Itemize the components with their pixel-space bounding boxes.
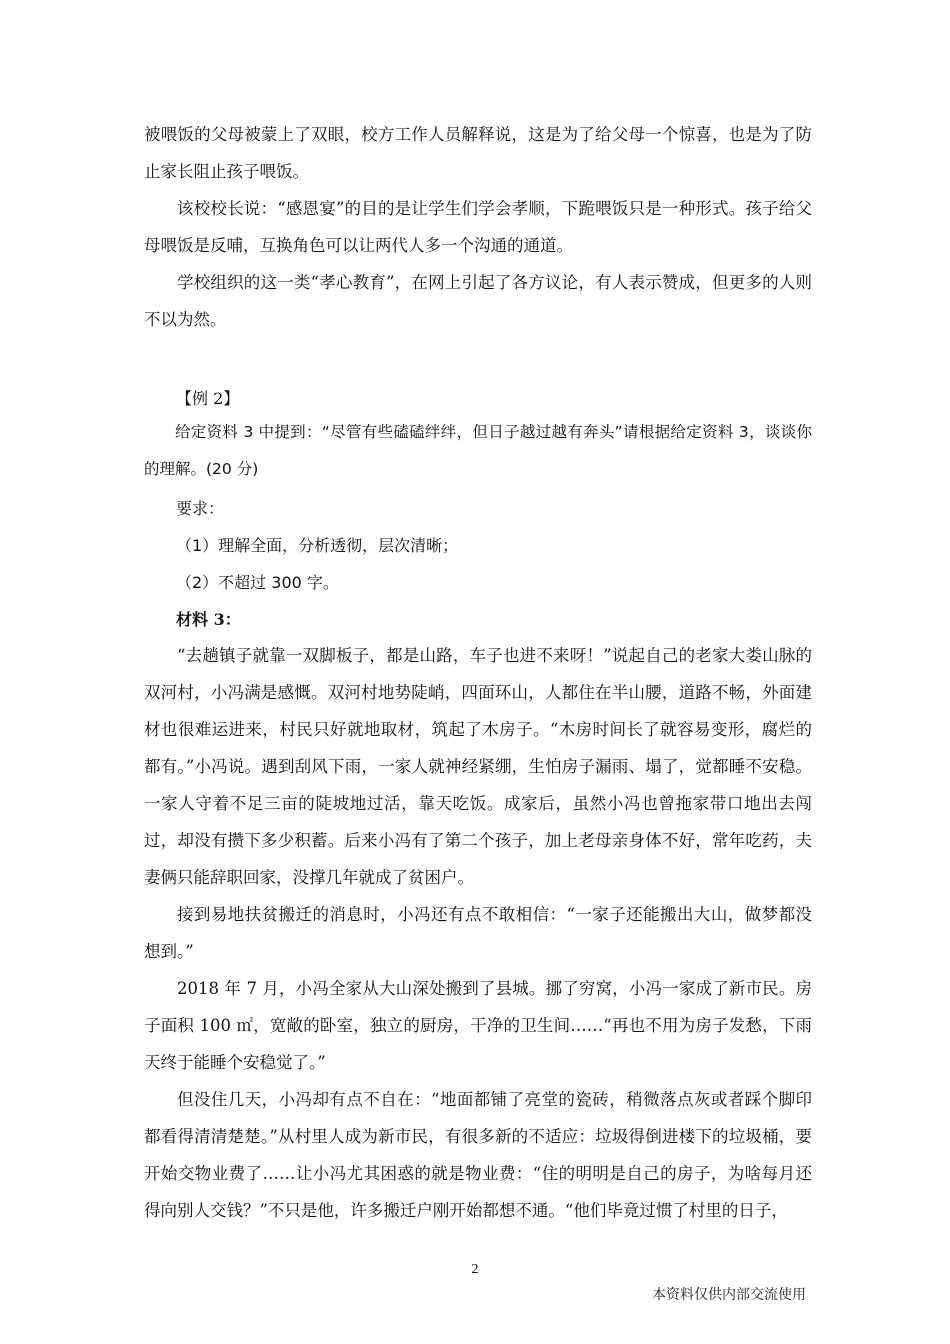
material-paragraph-adjustment: 但没住几天，小冯却有点不自在：“地面都铺了亮堂的瓷砖，稍微落点灰或者踩个脚印都看得清清楚楚。”从村里人成为新市民，有很多新的不适应：垃圾得倒进楼下的垃圾桶，要开始交物业费了……让小冯尤其困惑的就是物业费：“住的明明是自己的房子，为啥每月还得向别人交钱？”不只是他，许多搬迁户刚开始都想不通。“他们毕竟过惯了村里的日子， <box>144 1090 812 1220</box>
page-number: 2 <box>471 1262 479 1277</box>
requirement-2: （2）不超过 300 字。 <box>176 573 339 592</box>
material-label: 材料 3： <box>176 610 241 629</box>
paragraph-principal-quote: 该校校长说：“感恩宴”的目的是让学生们学会孝顺，下跪喂饭只是一种形式。孩子给父母喂饭是反哺，互换角色可以让两代人多一个沟通的通道。 <box>144 199 812 255</box>
material-paragraph-new-home: 2018 年 7 月，小冯全家从大山深处搬到了县城。挪了穷窝，小冯一家成了新市民。房子面积 100 ㎡，宽敞的卧室，独立的厨房，干净的卫生间……“再也不用为房子发愁，下雨天终于能睡个安稳觉了。” <box>144 979 812 1072</box>
material-paragraph-relocation-news: 接到易地扶贫搬迁的消息时，小冯还有点不敢相信：“一家子还能搬出大山，做梦都没想到。” <box>144 905 812 961</box>
footer-note: 本资料仅供内部交流使用 <box>652 1287 806 1303</box>
example-heading: 【例 2】 <box>176 389 240 408</box>
requirement-1: （1）理解全面，分析透彻，层次清晰； <box>176 536 459 555</box>
paragraph-continuation: 被喂饭的父母被蒙上了双眼，校方工作人员解释说，这是为了给父母一个惊喜，也是为了防止家长阻止孩子喂饭。 <box>144 125 812 181</box>
paragraph-public-opinion: 学校组织的这一类“孝心教育”，在网上引起了各方议论，有人表示赞成，但更多的人则不以为然。 <box>144 273 812 329</box>
requirements-label: 要求： <box>176 499 225 518</box>
example-question: 给定资料 3 中提到：“尽管有些磕磕绊绊，但日子越过越有奔头”请根据给定资料 3，谈谈你的理解。(20 分) <box>144 423 812 478</box>
material-paragraph-village: “去趟镇子就靠一双脚板子，都是山路，车子也进不来呀！”说起自己的老家大娄山脉的双河村，小冯满是感慨。双河村地势陡峭，四面环山，人都住在半山腰，道路不畅，外面建材也很难运进来，村民只好就地取材，筑起了木房子。“木房时间长了就容易变形，腐烂的都有。”小冯说。遇到刮风下雨，一家人就神经紧绷，生怕房子漏雨、塌了，觉都睡不安稳。一家人守着不足三亩的陡坡地过活，靠天吃饭。成家后，虽然小冯也曾拖家带口地出去闯过，却没有攒下多少积蓄。后来小冯有了第二个孩子，加上老母亲身体不好，常年吃药，夫妻俩只能辞职回家，没撑几年就成了贫困户。 <box>144 646 812 887</box>
